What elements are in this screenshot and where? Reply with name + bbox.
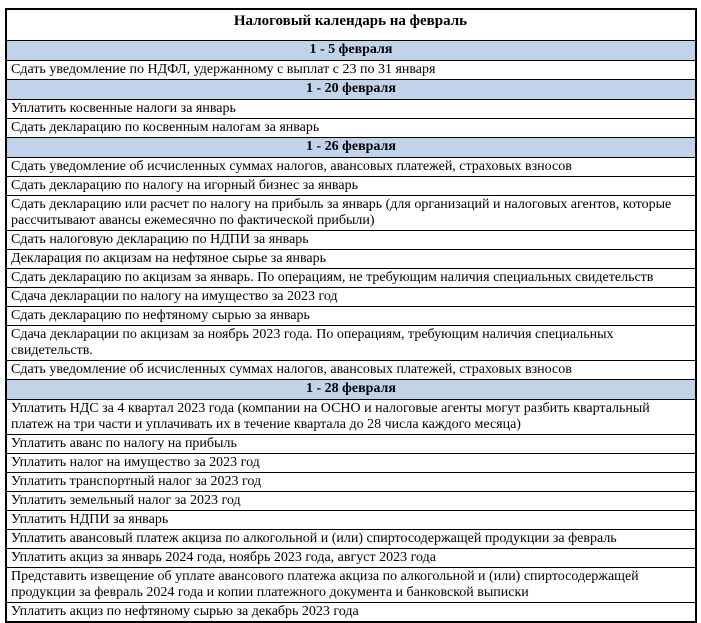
page-title: Налоговый календарь на февраль xyxy=(6,9,696,41)
task-row xyxy=(6,492,696,511)
period-header: 1 - 28 февраля xyxy=(6,380,696,400)
task-row xyxy=(6,119,696,138)
task-row xyxy=(6,158,696,177)
title-row xyxy=(6,9,696,41)
task-cell: Сдать уведомление об исчисленных суммах налогов, авансовых платежей, страховых взносов xyxy=(6,158,696,177)
task-cell: Сдать декларацию или расчет по налогу на прибыль за январь (для организаций и налоговых агентов, которые рассчитывают авансы ежемесячно по фактической прибыли) xyxy=(6,196,696,231)
task-cell: Декларация по акцизам на нефтяное сырье за январь xyxy=(6,250,696,269)
task-cell: Уплатить косвенные налоги за январь xyxy=(6,100,696,119)
tax-calendar-body xyxy=(6,9,696,622)
task-row xyxy=(6,61,696,80)
period-row xyxy=(6,138,696,158)
task-row xyxy=(6,269,696,288)
task-cell: Сдать декларацию по нефтяному сырью за январь xyxy=(6,307,696,326)
task-cell: Уплатить авансовый платеж акциза по алкогольной и (или) спиртосодержащей продукции за февраль xyxy=(6,530,696,549)
period-row xyxy=(6,41,696,61)
period-header: 1 - 5 февраля xyxy=(6,41,696,61)
task-row xyxy=(6,196,696,231)
task-cell: Уплатить транспортный налог за 2023 год xyxy=(6,473,696,492)
task-cell: Уплатить НДС за 4 квартал 2023 года (компании на ОСНО и налоговые агенты могут разбить квартальный платеж на три части и уплачивать их в течение квартала до 28 числа каждого месяца) xyxy=(6,400,696,435)
task-row xyxy=(6,530,696,549)
task-row xyxy=(6,511,696,530)
period-header: 1 - 20 февраля xyxy=(6,80,696,100)
task-cell: Сдать уведомление по НДФЛ, удержанному с выплат с 23 по 31 января xyxy=(6,61,696,80)
task-cell: Сдача декларации по акцизам за ноябрь 2023 года. По операциям, требующим наличия специальных свидетельств. xyxy=(6,326,696,361)
task-cell: Сдать декларацию по акцизам за январь. По операциям, не требующим наличия специальных свидетельств xyxy=(6,269,696,288)
task-row xyxy=(6,326,696,361)
task-row xyxy=(6,454,696,473)
task-cell: Уплатить акциз за январь 2024 года, ноябрь 2023 года, август 2023 года xyxy=(6,549,696,568)
task-row xyxy=(6,549,696,568)
task-row xyxy=(6,100,696,119)
task-row xyxy=(6,177,696,196)
task-cell: Уплатить аванс по налогу на прибыль xyxy=(6,435,696,454)
task-cell: Сдать уведомление об исчисленных суммах налогов, авансовых платежей, страховых взносов xyxy=(6,361,696,380)
task-row xyxy=(6,288,696,307)
task-cell: Уплатить акциз по нефтяному сырью за декабрь 2023 года xyxy=(6,603,696,623)
task-cell: Сдать декларацию по косвенным налогам за январь xyxy=(6,119,696,138)
task-row xyxy=(6,603,696,623)
task-cell: Сдать декларацию по налогу на игорный бизнес за январь xyxy=(6,177,696,196)
task-cell: Уплатить земельный налог за 2023 год xyxy=(6,492,696,511)
period-row xyxy=(6,380,696,400)
task-row xyxy=(6,231,696,250)
task-row xyxy=(6,400,696,435)
task-row xyxy=(6,250,696,269)
task-row xyxy=(6,435,696,454)
task-row xyxy=(6,568,696,603)
task-cell: Сдача декларации по налогу на имущество за 2023 год xyxy=(6,288,696,307)
period-row xyxy=(6,80,696,100)
task-cell: Представить извещение об уплате авансового платежа акциза по алкогольной и (или) спиртосодержащей продукции за февраль 2024 года и копии платежного документа и банковской выписки xyxy=(6,568,696,603)
task-row xyxy=(6,473,696,492)
task-row xyxy=(6,361,696,380)
tax-calendar-table xyxy=(5,8,697,623)
period-header: 1 - 26 февраля xyxy=(6,138,696,158)
task-cell: Уплатить налог на имущество за 2023 год xyxy=(6,454,696,473)
task-cell: Уплатить НДПИ за январь xyxy=(6,511,696,530)
task-cell: Сдать налоговую декларацию по НДПИ за январь xyxy=(6,231,696,250)
task-row xyxy=(6,307,696,326)
